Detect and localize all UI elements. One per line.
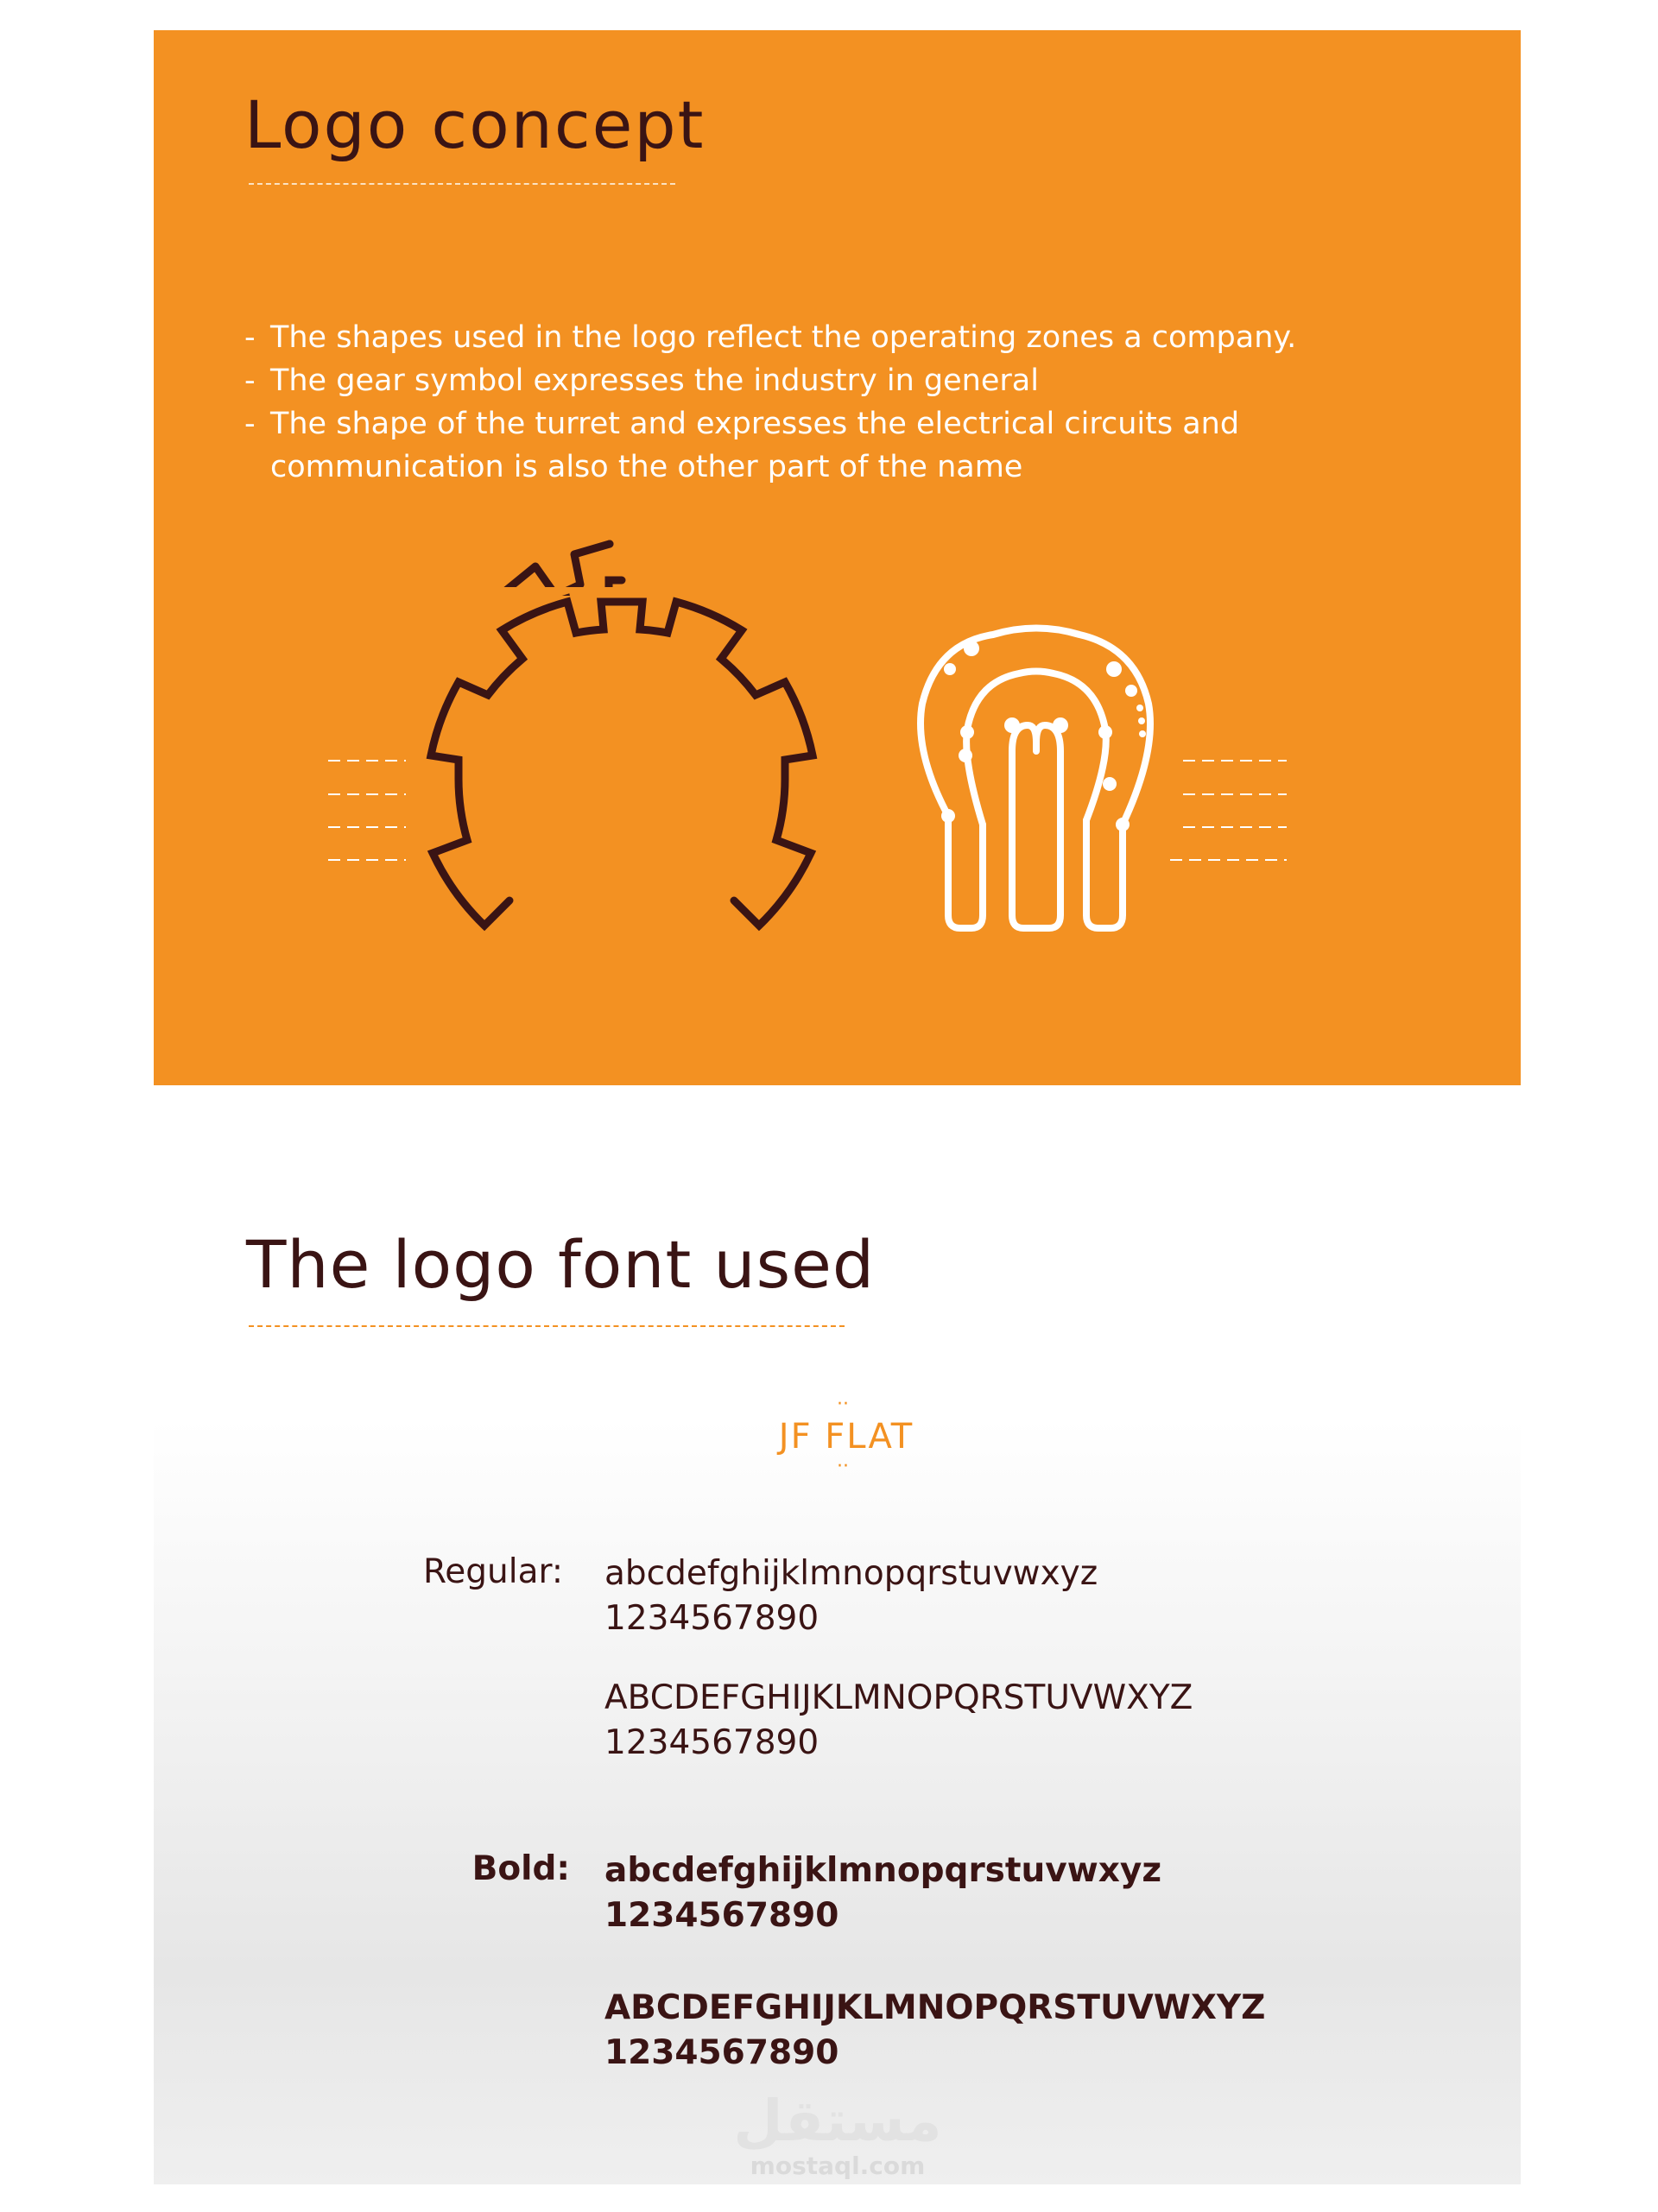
font-name-dots-bottom: ·· <box>837 1456 849 1477</box>
bold-digits-2: 1234567890 <box>604 2033 839 2072</box>
concept-bullet-3: - The shape of the turret and expresses the electrical circuits and <box>244 402 1453 446</box>
concept-title: Logo concept <box>244 86 706 163</box>
font-title-rule <box>249 1325 845 1327</box>
font-name: JF FLAT <box>778 1417 914 1457</box>
bold-lowercase: abcdefghijklmnopqrstuvwxyz <box>604 1851 1162 1890</box>
concept-bullet-2: - The gear symbol expresses the industry in general <box>244 359 1453 402</box>
watermark-latin: mostaql.com <box>750 2152 926 2180</box>
regular-digits-1: 1234567890 <box>604 1599 820 1638</box>
font-name-dots-top: ·· <box>837 1394 849 1415</box>
regular-digits-2: 1234567890 <box>604 1723 820 1762</box>
watermark-arabic: مستقل <box>733 2088 942 2154</box>
concept-bullet-1: - The shapes used in the logo reflect the operating zones a company. <box>244 316 1453 359</box>
logo-illustrations <box>0 0 1658 1088</box>
bold-uppercase: ABCDEFGHIJKLMNOPQRSTUVWXYZ <box>604 1988 1266 2027</box>
bold-label: Bold: <box>471 1849 570 1888</box>
font-section-title: The logo font used <box>246 1226 876 1303</box>
dash-lines-left <box>328 761 406 860</box>
regular-lowercase: abcdefghijklmnopqrstuvwxyz <box>604 1554 1098 1593</box>
regular-label: Regular: <box>422 1552 563 1591</box>
bold-digits-1: 1234567890 <box>604 1896 839 1935</box>
regular-uppercase: ABCDEFGHIJKLMNOPQRSTUVWXYZ <box>604 1678 1193 1717</box>
concept-bullet-3-continued: communication is also the other part of the name <box>270 450 1023 484</box>
